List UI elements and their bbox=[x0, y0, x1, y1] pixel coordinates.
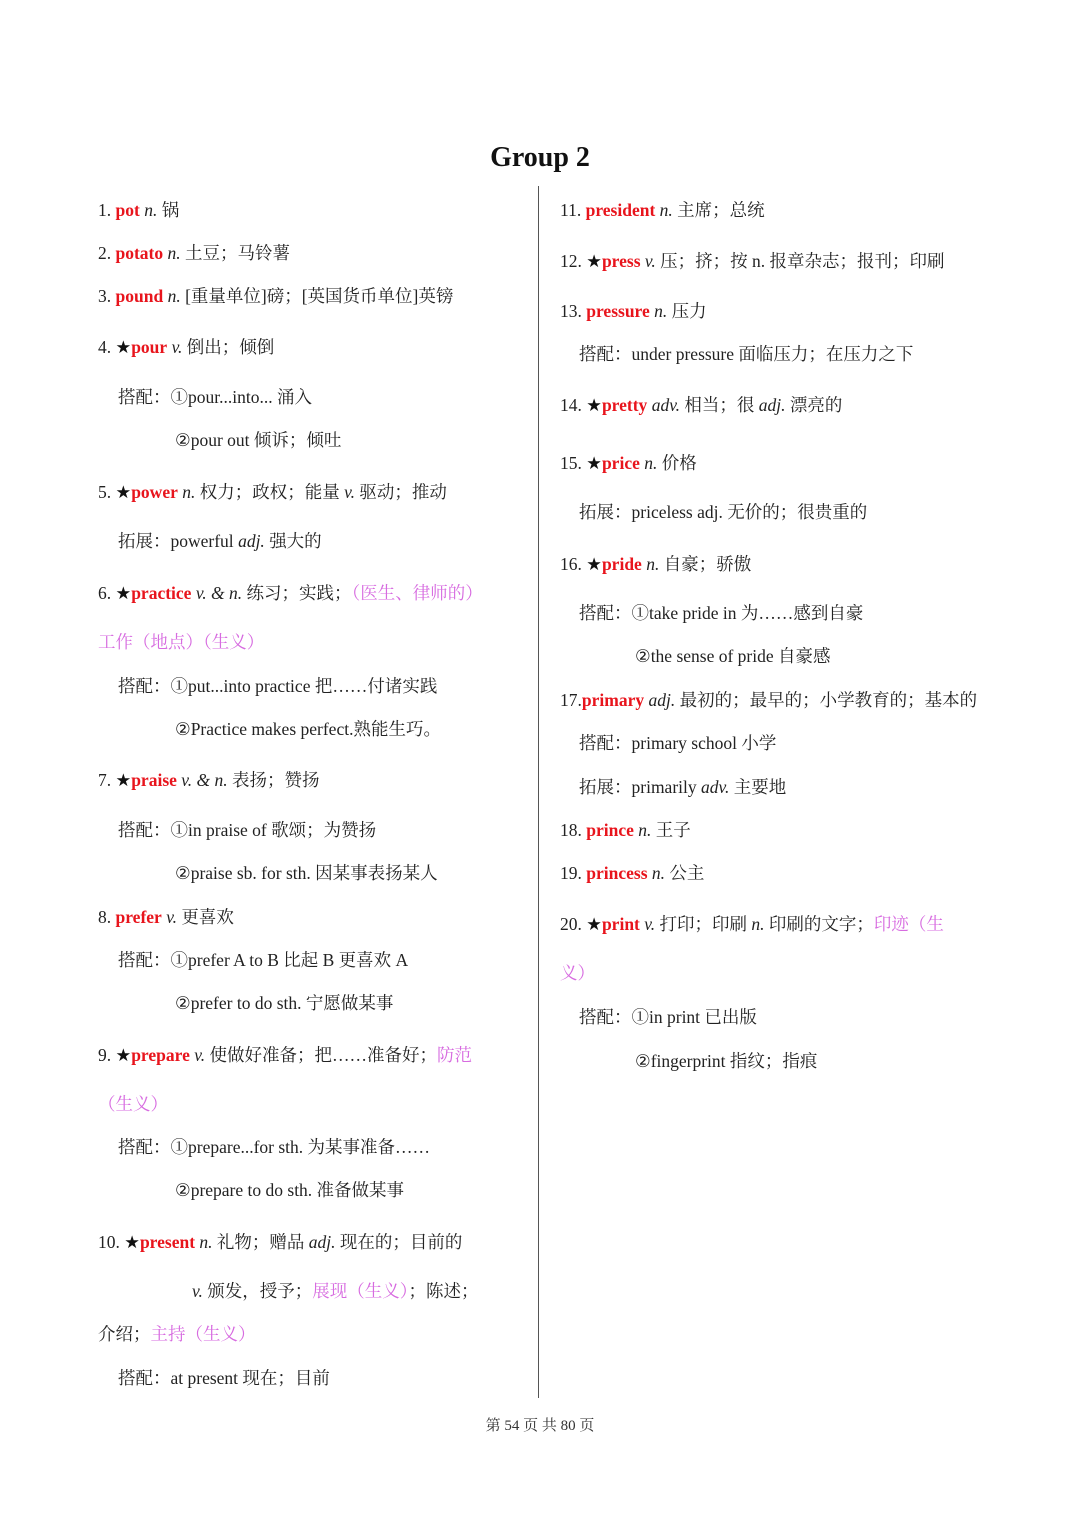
entry-text: ；陈述； bbox=[408, 1281, 479, 1301]
entry-line bbox=[98, 769, 320, 791]
entry-text: 搭配：①in praise of 歌颂；为赞扬 bbox=[118, 820, 377, 840]
entry-line bbox=[635, 645, 831, 667]
star-icon: ★ bbox=[586, 453, 602, 473]
extended-meaning: 印迹（生 bbox=[873, 914, 944, 934]
entry-text: 最初的；最早的；小学教育的；基本的 bbox=[675, 690, 978, 710]
entry-text: 拓展：primarily bbox=[579, 777, 701, 797]
entry-text: 主要地 bbox=[729, 777, 787, 797]
entry-text: 压；挤；按 n. 报章杂志；报刊；印刷 bbox=[655, 251, 945, 271]
entry-text: 17. bbox=[560, 690, 582, 710]
star-icon: ★ bbox=[115, 770, 132, 790]
entry-line bbox=[98, 1093, 168, 1115]
entry-text: 练习；实践； bbox=[242, 583, 352, 603]
entry-line bbox=[579, 1006, 757, 1028]
part-of-speech: v. bbox=[640, 251, 656, 271]
star-icon: ★ bbox=[586, 251, 602, 271]
entry-text: 7. bbox=[98, 770, 116, 790]
part-of-speech: adj. bbox=[308, 1232, 336, 1252]
part-of-speech: v. & n. bbox=[176, 770, 228, 790]
part-of-speech: v. bbox=[344, 482, 355, 502]
star-icon: ★ bbox=[586, 395, 602, 415]
entry-text: 压力 bbox=[667, 301, 707, 321]
page-footer: 第 54 页 共 80 页 bbox=[485, 1418, 595, 1434]
entry-line bbox=[579, 343, 913, 365]
part-of-speech: v. bbox=[189, 1045, 206, 1065]
entry-text: 18. bbox=[560, 820, 587, 840]
star-icon: ★ bbox=[586, 554, 602, 574]
entry-text: 主席；总统 bbox=[672, 200, 765, 220]
headword: press bbox=[601, 251, 641, 271]
extended-meaning: （生义） bbox=[98, 1094, 168, 1114]
headword: praise bbox=[131, 770, 177, 790]
headword: prepare bbox=[131, 1045, 190, 1065]
part-of-speech: n. bbox=[163, 243, 181, 263]
page-title: Group 2 bbox=[490, 142, 590, 173]
entry-text: 驱动；推动 bbox=[354, 482, 447, 502]
entry-text: ②prefer to do sth. 宁愿做某事 bbox=[175, 993, 394, 1013]
entry-line bbox=[175, 992, 393, 1014]
entry-line bbox=[98, 906, 234, 928]
entry-line bbox=[98, 1044, 472, 1066]
entry-text: 搭配：under pressure 面临压力；在压力之下 bbox=[579, 344, 914, 364]
entry-text: 漂亮的 bbox=[785, 395, 843, 415]
entry-line bbox=[98, 631, 264, 653]
entry-line bbox=[98, 582, 483, 604]
part-of-speech: n. bbox=[139, 200, 158, 220]
part-of-speech: adj. bbox=[758, 395, 786, 415]
extended-meaning: 展现（生义） bbox=[312, 1281, 409, 1301]
entry-text: 搭配：①take pride in 为……感到自豪 bbox=[579, 603, 864, 623]
headword: potato bbox=[115, 243, 164, 263]
entry-line bbox=[98, 199, 179, 221]
entry-line bbox=[118, 1136, 430, 1158]
entry-line bbox=[560, 250, 945, 272]
entry-text: 土豆；马铃薯 bbox=[180, 243, 291, 263]
entry-text: ②the sense of pride 自豪感 bbox=[635, 646, 831, 666]
entry-line bbox=[560, 819, 691, 841]
part-of-speech: n. bbox=[641, 554, 660, 574]
star-icon: ★ bbox=[586, 914, 602, 934]
entry-line bbox=[175, 429, 341, 451]
part-of-speech: v. bbox=[161, 907, 178, 927]
entry-text: 14. bbox=[560, 395, 587, 415]
entry-text: 搭配：①prepare...for sth. 为某事准备…… bbox=[118, 1137, 431, 1157]
part-of-speech: v. & n. bbox=[191, 583, 243, 603]
headword: pound bbox=[115, 286, 164, 306]
headword: pride bbox=[601, 554, 642, 574]
star-icon: ★ bbox=[115, 337, 132, 357]
headword: primary bbox=[581, 690, 645, 710]
headword: pretty bbox=[601, 395, 648, 415]
part-of-speech: n. bbox=[177, 482, 196, 502]
entry-line bbox=[560, 394, 842, 416]
headword: prince bbox=[586, 820, 634, 840]
entry-line bbox=[118, 675, 437, 697]
entry-text: 9. bbox=[98, 1045, 116, 1065]
entry-line bbox=[635, 1050, 817, 1072]
entry-text: 8. bbox=[98, 907, 116, 927]
headword: princess bbox=[586, 863, 648, 883]
part-of-speech: adj. bbox=[238, 531, 265, 551]
entry-text: 5. bbox=[98, 482, 116, 502]
part-of-speech: adv. bbox=[701, 777, 730, 797]
entry-line bbox=[560, 553, 751, 575]
extended-meaning: 防范 bbox=[436, 1045, 472, 1065]
entry-text: ②fingerprint 指纹；指痕 bbox=[635, 1051, 818, 1071]
entry-line bbox=[560, 862, 704, 884]
entry-text: 更喜欢 bbox=[177, 907, 234, 927]
part-of-speech: n. bbox=[751, 914, 765, 934]
part-of-speech: n. bbox=[163, 286, 181, 306]
entry-text: 价格 bbox=[657, 453, 697, 473]
entry-line bbox=[560, 689, 977, 711]
entry-text: [重量单位]磅；[英国货币单位]英镑 bbox=[180, 286, 454, 306]
entry-line bbox=[118, 949, 408, 971]
entry-text: 2. bbox=[98, 243, 116, 263]
entry-text: 搭配：①put...into practice 把……付诸实践 bbox=[118, 676, 438, 696]
headword: pressure bbox=[586, 301, 650, 321]
entry-line bbox=[118, 530, 322, 552]
part-of-speech: v. bbox=[192, 1281, 203, 1301]
headword: print bbox=[601, 914, 640, 934]
entry-line bbox=[579, 602, 863, 624]
part-of-speech: n. bbox=[639, 453, 658, 473]
part-of-speech: n. bbox=[633, 820, 652, 840]
star-icon: ★ bbox=[115, 1045, 132, 1065]
headword: practice bbox=[131, 583, 192, 603]
entry-line bbox=[579, 732, 776, 754]
headword: power bbox=[131, 482, 178, 502]
part-of-speech: adj. bbox=[644, 690, 676, 710]
entry-text: 王子 bbox=[651, 820, 691, 840]
entry-text: 使做好准备；把……准备好； bbox=[205, 1045, 437, 1065]
entry-text: ②praise sb. for sth. 因某事表扬某人 bbox=[175, 863, 438, 883]
entry-text: ②prepare to do sth. 准备做某事 bbox=[175, 1180, 405, 1200]
entry-text: 现在的；目前的 bbox=[335, 1232, 463, 1252]
part-of-speech: v. bbox=[167, 337, 183, 357]
entry-text: 自豪；骄傲 bbox=[659, 554, 752, 574]
entry-line bbox=[175, 718, 441, 740]
entry-text: 4. bbox=[98, 337, 116, 357]
entry-text: 相当；很 bbox=[680, 395, 759, 415]
extended-meaning: 主持（生义） bbox=[150, 1324, 256, 1344]
part-of-speech: n. bbox=[655, 200, 673, 220]
extended-meaning: 义） bbox=[560, 963, 595, 983]
entry-text: 搭配：at present 现在；目前 bbox=[118, 1368, 330, 1388]
entry-text: 搭配：primary school 小学 bbox=[579, 733, 777, 753]
entry-line bbox=[560, 452, 697, 474]
entry-line bbox=[118, 1367, 330, 1389]
entry-text: 拓展：priceless adj. 无价的；很贵重的 bbox=[579, 502, 868, 522]
entry-text: 搭配：①pour...into... 涌入 bbox=[118, 387, 312, 407]
entry-line bbox=[118, 819, 376, 841]
extended-meaning: 工作（地点）（生义） bbox=[98, 632, 265, 652]
star-icon: ★ bbox=[115, 583, 132, 603]
entry-text: 13. bbox=[560, 301, 587, 321]
entry-text: 1. bbox=[98, 200, 116, 220]
entry-line bbox=[98, 1231, 462, 1253]
entry-text: 打印；印刷 bbox=[655, 914, 752, 934]
entry-line bbox=[118, 386, 312, 408]
headword: president bbox=[585, 200, 656, 220]
entry-line bbox=[98, 285, 453, 307]
entry-text: 倒出；倾倒 bbox=[182, 337, 275, 357]
entry-line bbox=[98, 1323, 256, 1345]
entry-line bbox=[175, 862, 438, 884]
entry-text: 10. bbox=[98, 1232, 125, 1252]
entry-text: 礼物；赠品 bbox=[212, 1232, 309, 1252]
entry-text: 表扬；赞扬 bbox=[227, 770, 320, 790]
extended-meaning: （医生、律师的） bbox=[351, 583, 483, 603]
entry-text: 颁发，授予； bbox=[202, 1281, 313, 1301]
entry-text: 搭配：①prefer A to B 比起 B 更喜欢 A bbox=[118, 950, 409, 970]
part-of-speech: n. bbox=[195, 1232, 213, 1252]
part-of-speech: v. bbox=[639, 914, 656, 934]
entry-text: 锅 bbox=[157, 200, 180, 220]
entry-text: ②Practice makes perfect.熟能生巧。 bbox=[175, 719, 441, 739]
entry-text: 介绍； bbox=[98, 1324, 151, 1344]
entry-line bbox=[175, 1179, 404, 1201]
entry-text: 12. bbox=[560, 251, 587, 271]
entry-text: 权力；政权；能量 bbox=[195, 482, 345, 502]
star-icon: ★ bbox=[124, 1232, 140, 1252]
entry-line bbox=[98, 242, 290, 264]
star-icon: ★ bbox=[115, 482, 132, 502]
entry-text: 强大的 bbox=[264, 531, 322, 551]
entry-line bbox=[192, 1280, 478, 1302]
entry-line bbox=[579, 501, 867, 523]
entry-text: 拓展：powerful bbox=[118, 531, 239, 551]
entry-line bbox=[560, 913, 944, 935]
entry-text: 15. bbox=[560, 453, 587, 473]
column-divider bbox=[538, 186, 539, 1398]
part-of-speech: n. bbox=[649, 301, 668, 321]
entry-line bbox=[98, 481, 447, 503]
part-of-speech: n. bbox=[647, 863, 665, 883]
headword: prefer bbox=[115, 907, 162, 927]
entry-line bbox=[560, 300, 707, 322]
headword: price bbox=[601, 453, 640, 473]
entry-line bbox=[579, 776, 786, 798]
entry-text: 公主 bbox=[665, 863, 705, 883]
entry-text: 16. bbox=[560, 554, 587, 574]
entry-text: 印刷的文字； bbox=[764, 914, 874, 934]
headword: pour bbox=[131, 337, 168, 357]
headword: pot bbox=[115, 200, 140, 220]
part-of-speech: adv. bbox=[647, 395, 681, 415]
entry-text: 11. bbox=[560, 200, 586, 220]
entry-line bbox=[560, 962, 595, 984]
headword: present bbox=[139, 1232, 196, 1252]
entry-text: ②pour out 倾诉；倾吐 bbox=[175, 430, 342, 450]
entry-text: 6. bbox=[98, 583, 116, 603]
entry-text: 20. bbox=[560, 914, 587, 934]
entry-text: 3. bbox=[98, 286, 116, 306]
entry-text: 19. bbox=[560, 863, 587, 883]
entry-line bbox=[560, 199, 765, 221]
entry-text: 搭配：①in print 已出版 bbox=[579, 1007, 757, 1027]
entry-line bbox=[98, 336, 274, 358]
